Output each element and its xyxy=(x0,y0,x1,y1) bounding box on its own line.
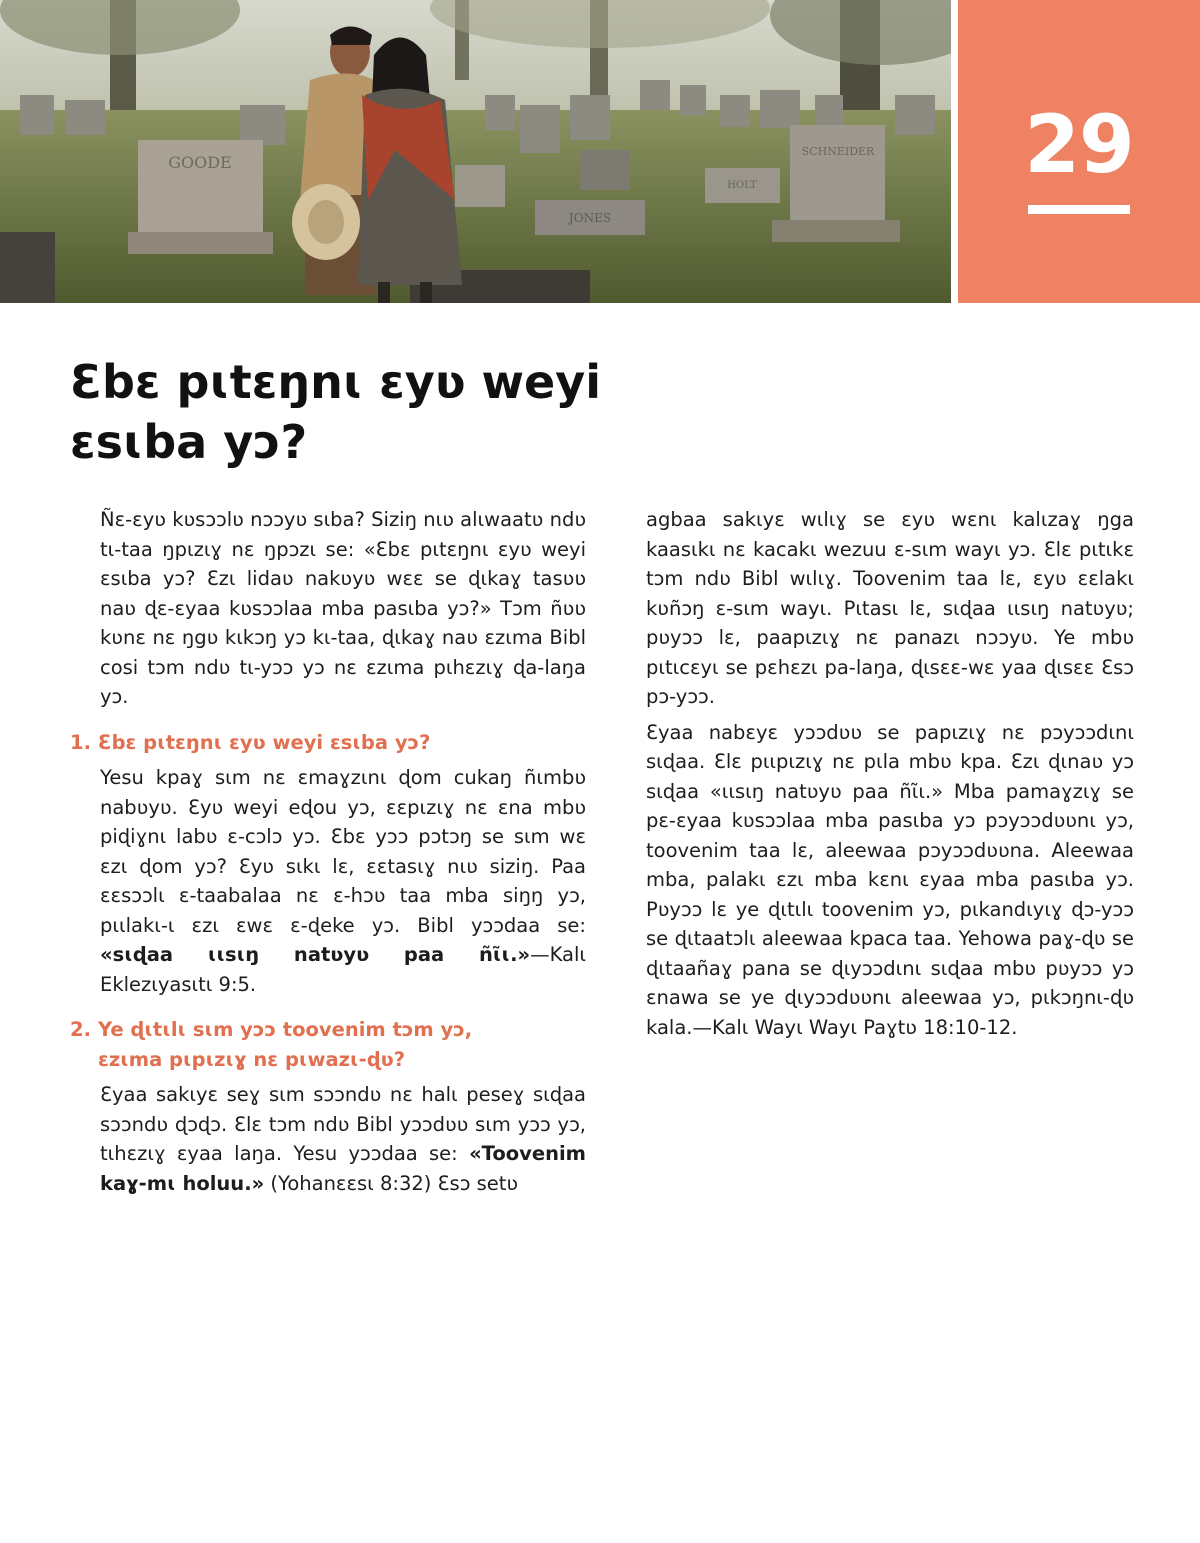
lesson-number-underline xyxy=(1028,205,1130,214)
headstone-label: SCHNEIDER xyxy=(801,145,875,158)
hero-photo xyxy=(0,0,951,303)
headstone-label: GOODE xyxy=(168,153,232,172)
section-body: Yesu kpaɣ sɩm nɛ ɛmaɣzɩnɩ ɖom cukaŋ ñɩmbʋ nabʋyʋ. Ɛyʋ weyi eɖou yɔ, ɛɛpɩzɩɣ nɛ ɛna mbʋ piɖiɣnɩ labʋ ɛ-cɔlɔ yɔ. Ɛbɛ yɔɔ pɔtɔŋ se sɩm wɛ ɛzɩ ɖom yɔ? Ɛyʋ sɩkɩ lɛ, ɛɛtasɩɣ nɩʋ siziŋ. Paa ɛɛsɔɔlɩ ɛ-taabalaa nɛ ɛ-hɔʋ taa mba siŋŋ yɔ, pɩɩlakɩ-ɩ ɛzɩ ɛwɛ ɛ-ɖeke yɔ. Bibl yɔɔdaa se: xyxy=(100,766,586,937)
bible-quote: «Toovenim kaɣ-mɩ holuu.» xyxy=(100,1142,587,1195)
lesson-number-box xyxy=(958,0,1200,303)
inline-quote: «ɩɩsɩŋ natʋyʋ paa ñɩ̃ɩ.» xyxy=(709,779,944,803)
question-number: 1. xyxy=(70,730,91,754)
scripture-reference: —Kalɩ Wayɩ Wayɩ Paɣtʋ 18:10-12. xyxy=(692,1015,1018,1039)
section-body: Ɛyaa sakɩyɛ seɣ sɩm sɔɔndʋ nɛ halɩ peseɣ sɩɖaa sɔɔndʋ ɖɔɖɔ. Ɛlɛ tɔm ndʋ Bibl yɔɔdʋʋ sɩm yɔɔ yɔ, tɩhɛzɩɣ ɛyaa laŋa. Yesu yɔɔdaa se: xyxy=(100,1083,586,1165)
question-number: 2. xyxy=(70,1018,91,1041)
section-paragraph xyxy=(646,718,1134,1043)
question-text: Ye ɖɩtɩlɩ sɩm yɔɔ toovenim tɔm yɔ, ɛzɩma pɩpɩzɩɣ nɛ pɩwazɩ-ɖʋ? xyxy=(98,1018,473,1071)
section-paragraph xyxy=(100,763,586,999)
headstone-label: JONES xyxy=(568,211,612,225)
page-title: Ɛbɛ pɩtɛŋnɩ ɛyʋ weyi ɛsɩba yɔ? xyxy=(70,355,601,469)
lesson-number: 29 xyxy=(1024,98,1134,191)
question-text: Ɛbɛ pɩtɛŋnɩ ɛyʋ weyi ɛsɩba yɔ? xyxy=(98,730,431,754)
scripture-reference: (Yohanɛɛsɩ 8:32) Ɛsɔ setʋ xyxy=(264,1171,519,1195)
right-column xyxy=(646,505,1134,1048)
scripture-reference: —Kalɩ Eklezɩyasɩtɩ 9:5. xyxy=(100,943,586,996)
question-heading xyxy=(70,1015,586,1074)
bible-quote: «sɩɖaa ɩɩsɩŋ natʋyʋ paa ñɩ̃ɩ.» xyxy=(100,943,531,966)
continued-paragraph: agbaa sakɩyɛ wɩlɩɣ se ɛyʋ wɛnɩ kalɩzaɣ ŋga kaasɩkɩ nɛ kacakɩ wezuu ɛ-sɩm wayɩ yɔ. Ɛlɛ pɩtɩkɛ tɔm ndʋ Bibl wɩlɩɣ. Toovenim taa lɛ, ɛyʋ ɛɛlakɩ kʋñɔŋ ɛ-sɩm wayɩ. Pɩtasɩ lɛ, sɩɖaa ɩɩsɩŋ natʋyʋ; pʋyɔɔ lɛ, paapɩzɩɣ nɛ panazɩ nɔɔyʋ. Ye mbʋ pɩtɩcɛyɩ se pɛhɛzɩ pa-laŋa, ɖɩsɛɛ-wɛ yaa ɖɩsɛɛ Ɛsɔ pɔ-yɔɔ. xyxy=(646,508,1134,708)
left-column xyxy=(70,505,587,1204)
headstone-label: HOLT xyxy=(727,180,757,191)
section-body: Mba pamaɣzɩɣ se pɛ-ɛyaa kʋsɔɔlaa mba pasɩba yɔ pɔyɔɔdʋʋnɩ yɔ, toovenim taa lɛ, aleewaa pɔyɔɔdʋʋna. Aleewaa mba, palakɩ ɛzɩ mba kɛnɩ ɛyaa mba pasɩba yɔ. Pʋyɔɔ lɛ ye ɖɩtɩlɩ toovenim yɔ, pɩkandɩyɩɣ ɖɔ-yɔɔ se ɖɩtaatɔlɩ aleewaa kpaca taa. Yehowa paɣ-ɖʋ se ɖɩtaañaɣ pana se ɖɩyɔɔdɩnɩ sɩɖaa mbʋ pʋyɔɔ yɔ ɛnawa se ye ɖɩyɔɔdʋʋnɩ aleewaa yɔ, pɩkɔŋnɩ-ɖʋ kala. xyxy=(646,779,1135,1039)
intro-paragraph: Ñɛ-ɛyʋ kʋsɔɔlʋ nɔɔyʋ sɩba? Siziŋ nɩʋ alɩwaatʋ ndʋ tɩ-taa ŋpɩzɩɣ nɛ ŋpɔzɩ se: «Ɛbɛ pɩtɛŋnɩ ɛyʋ weyi ɛsɩba yɔ? Ɛzɩ lidaʋ nakʋyʋ wɛɛ se ɖɩkaɣ tasʋʋ naʋ ɖɛ-ɛyaa kʋsɔɔlaa mba pasɩba yɔ?» Tɔm ñʋʋ kʋnɛ nɛ ŋgʋ kɩkɔŋ yɔ kɩ-taa, ɖɩkaɣ naʋ ɛzɩma Bibl cosi tɔm ndʋ tɩ-yɔɔ yɔ nɛ ɛzɩma pɩhɛzɩɣ ɖa-laŋa yɔ. xyxy=(100,508,586,708)
section-paragraph xyxy=(100,1080,586,1198)
question-heading xyxy=(70,728,586,758)
section-body: Ɛyaa nabɛyɛ yɔɔdʋʋ se papɩzɩɣ nɛ pɔyɔɔdɩnɩ sɩɖaa. Ɛlɛ pɩɩpɩzɩɣ nɛ pɩla mbʋ kpa. Ɛzɩ ɖɩnaʋ yɔ sɩɖaa xyxy=(646,720,1134,803)
